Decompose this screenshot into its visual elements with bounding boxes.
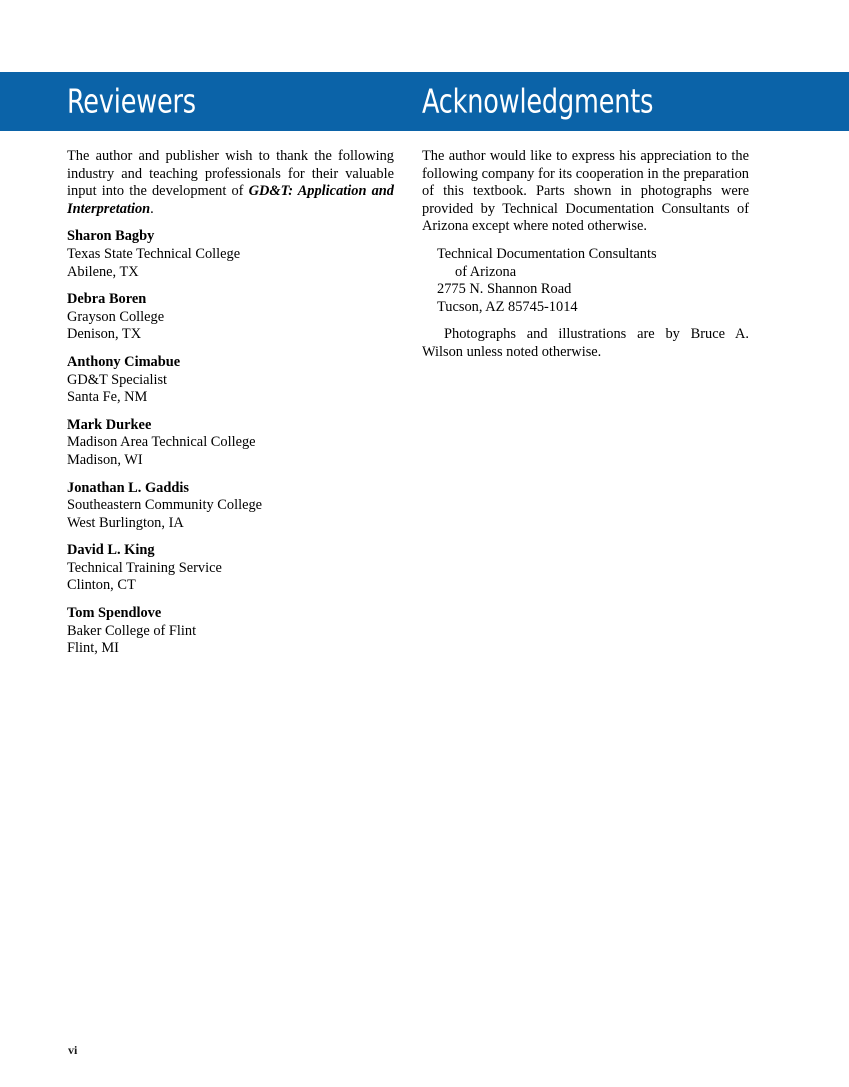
list-item [67, 417, 394, 470]
list-item [67, 542, 394, 595]
reviewer-affiliation: Texas State Technical College [67, 245, 241, 262]
list-item [67, 291, 394, 344]
reviewers-intro-paragraph [67, 148, 394, 218]
reviewer-name: Jonathan L. Gaddis [67, 479, 189, 496]
reviewer-location: Flint, MI [67, 640, 119, 657]
reviewer-location: West Burlington, IA [67, 514, 184, 531]
reviewers-intro-text-after: . [150, 200, 154, 217]
reviewer-affiliation: Southeastern Community College [67, 497, 263, 514]
reviewer-name: Sharon Bagby [67, 228, 155, 245]
acknowledgments-column [422, 148, 749, 362]
reviewer-affiliation: Grayson College [67, 308, 165, 325]
reviewer-location: Denison, TX [67, 326, 142, 343]
list-item [67, 480, 394, 533]
page-title-acknowledgments: Acknowledgments [422, 81, 654, 121]
page-title-reviewers: Reviewers [67, 81, 196, 121]
reviewer-affiliation: Baker College of Flint [67, 622, 197, 639]
city-state-zip: Tucson, AZ 85745-1014 [437, 298, 578, 315]
reviewers-intro-text-before: The author and publisher wish to thank the following industry and teaching professionals for their valuable input into the development of [67, 148, 394, 200]
reviewer-location: Madison, WI [67, 451, 143, 468]
company-address-block [437, 246, 749, 316]
reviewer-affiliation: GD&T Specialist [67, 371, 168, 388]
reviewer-name: Tom Spendlove [67, 605, 162, 622]
reviewer-name: Mark Durkee [67, 416, 152, 433]
book-title: GD&T: Application and Interpretation [67, 183, 394, 217]
street-address: 2775 N. Shannon Road [437, 281, 572, 298]
reviewer-affiliation: Technical Training Service [67, 559, 222, 576]
reviewer-affiliation: Madison Area Technical College [67, 434, 256, 451]
reviewers-column [67, 148, 394, 658]
reviewer-name: Anthony Cimabue [67, 353, 181, 370]
list-item [67, 605, 394, 658]
photo-credit-paragraph: Photographs and illustrations are by Bruce A. Wilson unless noted otherwise. [422, 326, 749, 360]
page-number: vi [68, 1043, 78, 1057]
reviewer-location: Clinton, CT [67, 577, 136, 594]
list-item [67, 228, 394, 281]
acknowledgments-intro-paragraph: The author would like to express his appreciation to the following company for its cooperation in the preparation of this textbook. Parts shown in photographs were provided by Technical Documentation Consultants of Arizona except where noted otherwise. [422, 148, 749, 235]
reviewer-location: Abilene, TX [67, 263, 139, 280]
reviewer-location: Santa Fe, NM [67, 389, 148, 406]
company-name-continued: of Arizona [455, 263, 517, 280]
list-item [67, 354, 394, 407]
company-name: Technical Documentation Consultants [437, 245, 657, 262]
reviewer-name: Debra Boren [67, 291, 147, 308]
reviewer-name: David L. King [67, 542, 155, 559]
section-header-banner [0, 72, 849, 131]
